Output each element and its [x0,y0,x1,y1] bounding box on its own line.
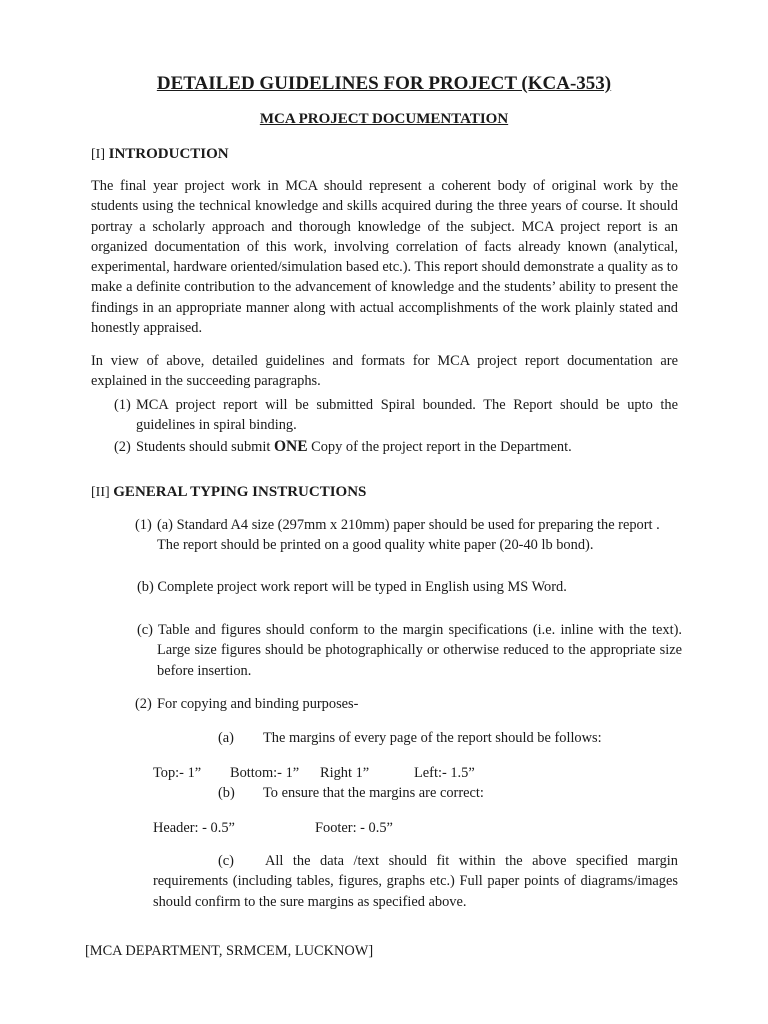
list-item [114,437,678,457]
margin-sub-b-text: To ensure that the margins are correct: [263,785,484,801]
list-item [135,694,680,714]
list-number: (2) [135,696,152,712]
list-number: (1) [114,397,131,413]
margin-left-value: Left:- 1.5” [414,765,475,781]
margin-sub-b-label: (b) [218,785,235,801]
list-item [114,395,678,436]
list-item-text: Students should submit ONE Copy of the project report in the Department. [136,438,572,455]
document-subtitle: MCA PROJECT DOCUMENTATION [259,111,509,127]
section-heading-introduction [91,144,229,165]
sub-item-c: (c) Table and figures should conform to the margin specifications (i.e. inline with the text). Large size figures should be photographically or otherwise reduced to the appropriate size before insertion. [137,622,682,679]
header-value: Header: - 0.5” [153,820,235,836]
margins-row [0,763,768,783]
margin-sub-a-text: The margins of every page of the report should be follows: [263,730,602,746]
header-footer-row [0,818,768,838]
section-label: [I] [91,147,105,162]
list-item-text: For copying and binding purposes- [157,696,359,712]
list-item-text: MCA project report will be submitted Spiral bounded. The Report should be upto the guidelines in spiral binding. [136,397,678,434]
margin-sub-c-label: (c) [218,853,234,869]
margin-sub-c-text: All the data /text should fit within the above specified margin requirements (including tables, figures, graphs etc.) Full paper points of diagrams/images should confirm to the sure margins as specified above. [153,853,678,910]
list-number: (2) [114,439,131,455]
document-title: DETAILED GUIDELINES FOR PROJECT (KCA-353) [156,73,612,94]
emphasis-one: ONE [273,438,308,455]
sub-item-b: (b) Complete project work report will be typed in English using MS Word. [137,579,567,595]
list-number: (1) [135,517,152,533]
section-heading-typing [91,482,366,503]
section-label: [II] [91,485,110,500]
page-footer: [MCA DEPARTMENT, SRMCEM, LUCKNOW] [85,943,374,959]
guidelines-paragraph: In view of above, detailed guidelines and formats for MCA project report documentation are explained in the succeeding paragraphs. [91,353,678,390]
margin-top-value: Top:- 1” [153,765,202,781]
margin-sub-a-label: (a) [218,730,234,746]
margin-bottom-value: Bottom:- 1” [230,765,300,781]
list-item [135,515,680,556]
section-title: INTRODUCTION [108,146,229,162]
section-title: GENERAL TYPING INSTRUCTIONS [113,484,367,500]
list-item-text: (a) Standard A4 size (297mm x 210mm) paper should be used for preparing the report . The report should be printed on a good quality white paper (20-40 lb bond). [157,517,660,554]
intro-paragraph: The final year project work in MCA should represent a coherent body of original work by the students using the technical knowledge and skills acquired during the three years of course. It should portray a scholarly approach and thorough knowledge of the subject. MCA project report is an organized documentation of this work, involving correlation of facts already known (analytical, experimental, hardware oriented/simulation based etc.). This report should demonstrate a quality as to make a definite contribution to the advancement of knowledge and the students’ ability to present the findings in an appropriate manner along with actual accomplishments of the work plainly stated and honestly appraised. [91,178,678,337]
footer-value: Footer: - 0.5” [315,820,393,836]
margin-right-value: Right 1” [320,765,370,781]
